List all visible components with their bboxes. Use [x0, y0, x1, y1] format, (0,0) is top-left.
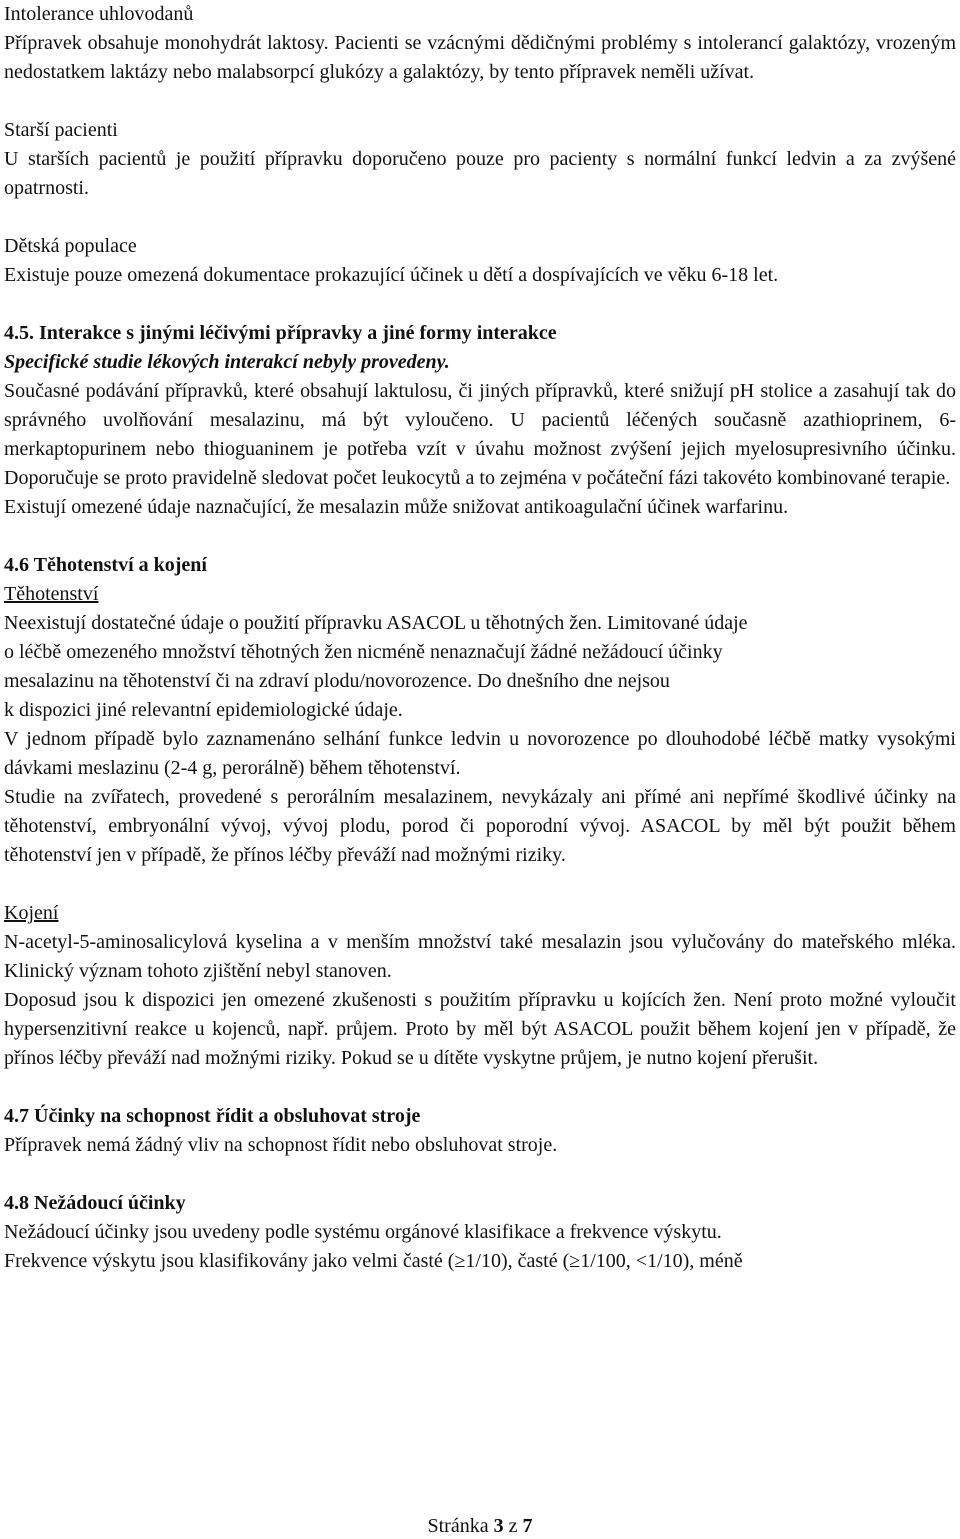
breastfeeding-paragraph-1: N-acetyl-5-aminosalicylová kyselina a v menším množství také mesalazin jsou vylučovány do mateřského mléka. Klinický význam tohoto zjištění nebyl stanoven. [4, 931, 956, 982]
interactions-subtitle: Specifické studie lékových interakcí nebyly provedeny. [4, 351, 450, 373]
interactions-text-2: Existují omezené údaje naznačující, že mesalazin může snižovat antikoagulační účinek warfarinu. [4, 496, 789, 518]
section-4-7-heading [4, 1102, 956, 1131]
section-4-6-heading [4, 551, 956, 580]
driving-text: Přípravek nemá žádný vliv na schopnost řídit nebo obsluhovat stroje. [4, 1134, 558, 1156]
pediatric-text: Existuje pouze omezená dokumentace prokazující účinek u dětí a dospívajících ve věku 6-18 let. [4, 264, 779, 286]
document-page [4, 0, 956, 1276]
adverse-text-1: Nežádoucí účinky jsou uvedeny podle systému orgánové klasifikace a frekvence výskytu. [4, 1221, 722, 1243]
section-4-5-number: 4.5. [4, 322, 34, 344]
section-4-8-number: 4.8 [4, 1192, 29, 1214]
section-4-7-title: Účinky na schopnost řídit a obsluhovat stroje [34, 1105, 421, 1127]
elderly-title: Starší pacienti [4, 119, 118, 141]
section-4-7-number: 4.7 [4, 1105, 29, 1127]
section-4-8-title: Nežádoucí účinky [34, 1192, 186, 1214]
pregnancy-line-1: Neexistují dostatečné údaje o použití přípravku ASACOL u těhotných žen. Limitované údaje [4, 612, 748, 634]
pregnancy-subtitle: Těhotenství [4, 583, 99, 605]
breastfeeding-paragraph-2: Doposud jsou k dispozici jen omezené zkušenosti s použitím přípravku u kojících žen. Není proto možné vyloučit hypersenzitivní reakce u kojenců, např. průjem. Proto by měl být ASACOL použit během kojení jen v případě, že přínos léčby převáží nad možnými riziky. Pokud se u dítěte vyskytne průjem, je nutno kojení přerušit. [4, 989, 956, 1069]
pregnancy-paragraph-2: V jednom případě bylo zaznamenáno selhání funkce ledvin u novorozence po dlouhodobé léčbě matky vysokými dávkami meslazinu (2-4 g, perorálně) během těhotenství. [4, 728, 956, 779]
adverse-text-2: Frekvence výskytu jsou klasifikovány jako velmi časté (≥1/10), časté (≥1/100, <1/10), méně [4, 1250, 743, 1272]
footer-prefix: Stránka [427, 1515, 489, 1537]
pregnancy-paragraph-3: Studie na zvířatech, provedené s perorálním mesalazinem, nevykázaly ani přímé ani nepřímé škodlivé účinky na těhotenství, embryonální vývoj, vývoj plodu, porod či poporodní vývoj. ASACOL by měl být použit během těhotenství jen v případě, že přínos léčby převáží nad možnými riziky. [4, 786, 956, 866]
footer-page-number: 3 [493, 1515, 504, 1537]
section-4-5-heading [4, 319, 956, 348]
section-4-5-title: Interakce s jinými léčivými přípravky a jiné formy interakce [39, 322, 557, 344]
pregnancy-line-2: o léčbě omezeného množství těhotných žen nicméně nenaznačují žádné nežádoucí účinky [4, 641, 723, 663]
pregnancy-line-4: k dispozici jiné relevantní epidemiologické údaje. [4, 699, 403, 721]
section-4-6-title: Těhotenství a kojení [33, 554, 207, 576]
section-4-8-heading [4, 1189, 956, 1218]
footer-page-total: 7 [522, 1515, 533, 1537]
interactions-text: Současné podávání přípravků, které obsahují laktulosu, či jiných přípravků, které snižují pH stolice a zasahují tak do správného uvolňování mesalazinu, má být vyloučeno. U pacientů léčených současně azathioprinem, 6-merkaptopurinem nebo thioguaninem je potřeba vzít v úvahu možnost zvýšení jejich myelosupresivního účinku. Doporučuje se proto pravidelně sledovat počet leukocytů a to zejména v počáteční fázi takovéto kombinované terapie. [4, 380, 956, 489]
breastfeeding-subtitle: Kojení [4, 902, 59, 924]
elderly-text: U starších pacientů je použití přípravku doporučeno pouze pro pacienty s normální funkcí ledvin a za zvýšené opatrnosti. [4, 148, 956, 199]
intolerance-title: Intolerance uhlovodanů [4, 3, 194, 25]
pediatric-title: Dětská populace [4, 235, 137, 257]
section-4-6-number: 4.6 [4, 554, 29, 576]
pregnancy-line-3: mesalazinu na těhotenství či na zdraví plodu/novorozence. Do dnešního dne nejsou [4, 670, 670, 692]
page-footer [0, 1513, 960, 1539]
footer-separator: z [508, 1515, 518, 1537]
intolerance-text: Přípravek obsahuje monohydrát laktosy. Pacienti se vzácnými dědičnými problémy s intolerancí galaktózy, vrozeným nedostatkem laktázy nebo malabsorpcí glukózy a galaktózy, by tento přípravek neměli užívat. [4, 32, 956, 83]
